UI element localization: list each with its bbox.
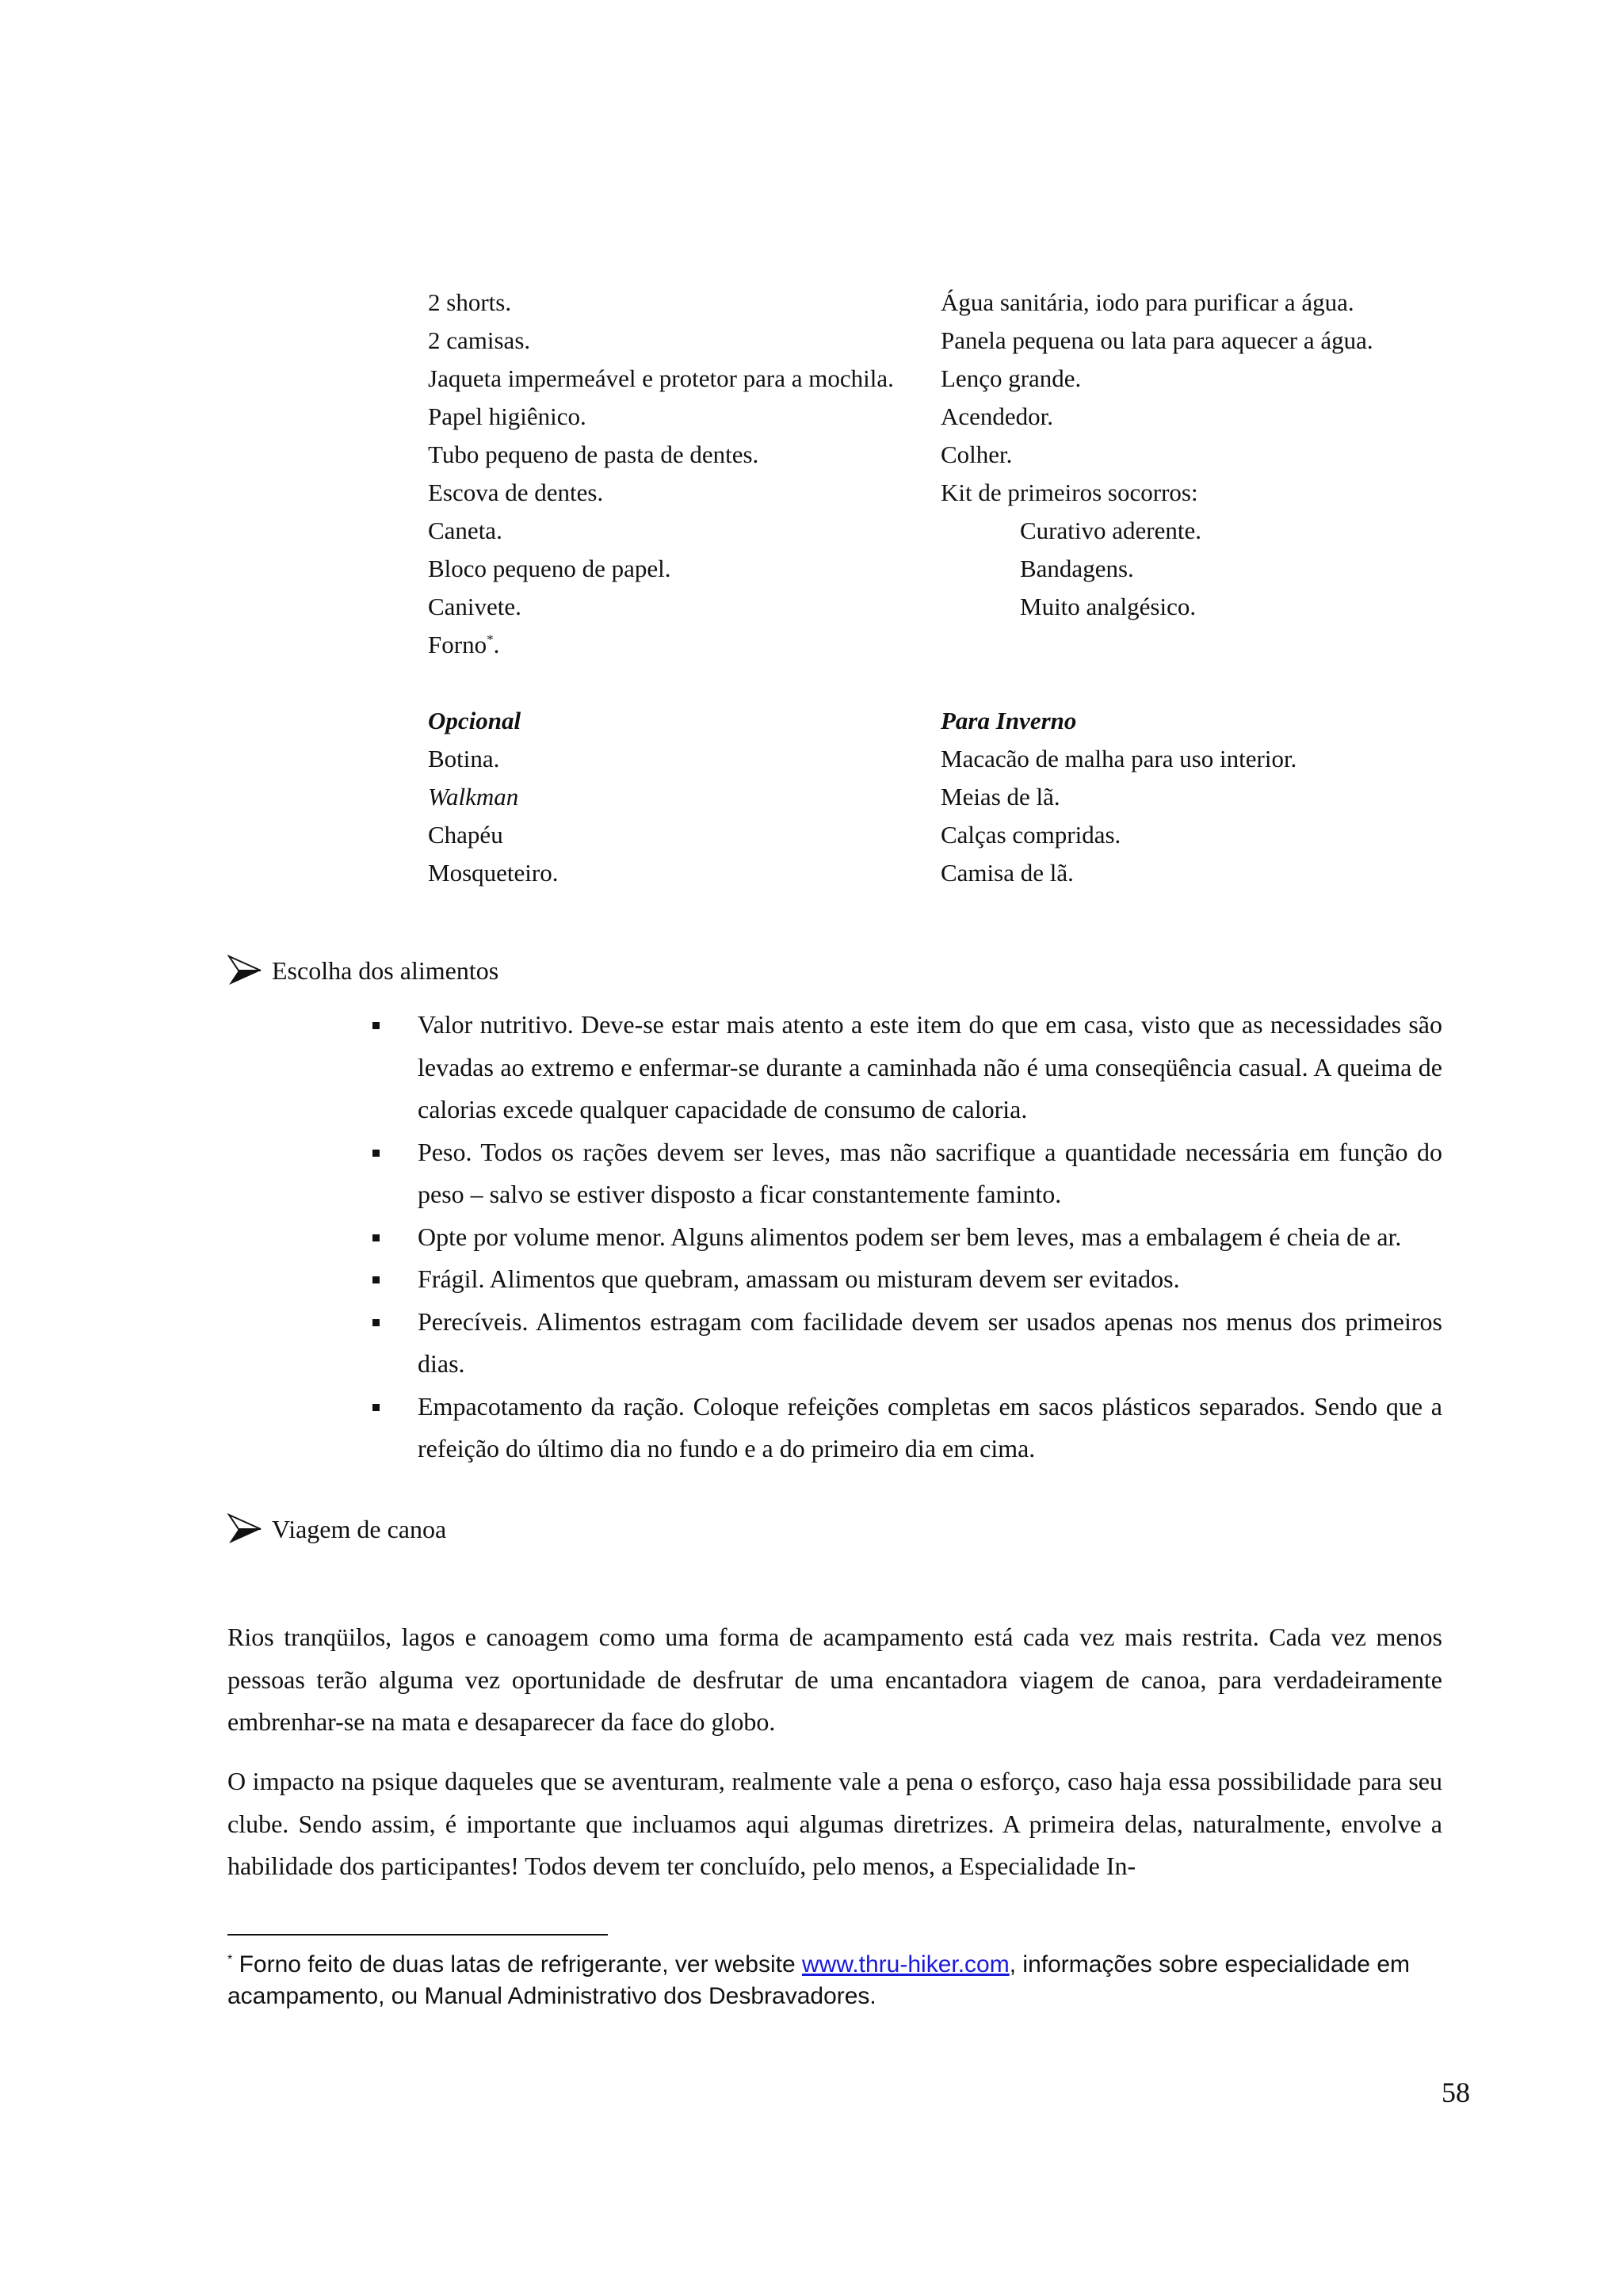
list-item: Camisa de lã.: [941, 859, 1074, 887]
bullet-text: Perecíveis. Alimentos estragam com facilidade devem ser usados apenas nos menus dos primeiros dias.: [418, 1306, 1442, 1378]
bullet-text: Valor nutritivo. Deve-se estar mais atento a este item do que em casa, visto que as necessidades são levadas ao extremo e enfermar-se durante a caminhada não é uma conseqüência casual. A queima de calorias excede qualquer capacidade de consumo de caloria.: [418, 1010, 1442, 1123]
equipment-list-right: [941, 284, 1448, 626]
footnote-separator: [227, 1934, 608, 1936]
list-item: 2 camisas.: [428, 326, 531, 354]
list-item: Água sanitária, iodo para purificar a água.: [941, 288, 1354, 316]
list-item: Walkman: [428, 783, 519, 810]
list-item-label: Forno: [428, 631, 487, 658]
first-aid-item: Muito analgésico.: [1020, 593, 1197, 620]
list-item: Mosqueteiro.: [428, 859, 559, 887]
optional-list: [428, 702, 919, 892]
list-item: Lenço grande.: [941, 364, 1082, 392]
footnote-text: Forno feito de duas latas de refrigerante, ver website: [239, 1951, 796, 1978]
list-item: Escova de dentes.: [428, 479, 604, 506]
section-heading-label: Viagem de canoa: [272, 1514, 447, 1543]
list-item: Tubo pequeno de pasta de dentes.: [428, 441, 759, 468]
footnote-mark: *: [227, 1953, 233, 1966]
list-item: Jaqueta impermeável e protetor para a mochila.: [428, 364, 894, 392]
list-item: Kit de primeiros socorros:: [941, 479, 1198, 506]
list-item: Acendedor.: [941, 402, 1054, 430]
winter-list: [941, 702, 1448, 892]
equipment-list-left: [428, 284, 919, 664]
list-item: Chapéu: [428, 821, 503, 849]
food-bullet-list: [372, 1004, 1442, 1470]
paragraph: O impacto na psique daqueles que se aventuram, realmente vale a pena o esforço, caso haja essa possibilidade para seu clube. Sendo assim, é importante que incluamos aqui algumas diretrizes. A primeira delas, naturalmente, envolve a habilidade dos participantes! Todos devem ter concluído, pelo menos, a Especialidade In-: [227, 1767, 1442, 1880]
bullet-text: Opte por volume menor. Alguns alimentos podem ser bem leves, mas a embalagem é cheia de ar.: [418, 1222, 1402, 1251]
square-bullet-icon: [372, 1234, 380, 1241]
square-bullet-icon: [372, 1022, 380, 1029]
section-heading-canoe: [227, 1505, 446, 1553]
list-item: Bloco pequeno de papel.: [428, 555, 671, 582]
page-number: 58: [1442, 2077, 1470, 2108]
section-heading-food: [227, 947, 498, 994]
list-item: [372, 1004, 1442, 1131]
list-item-forno: Forno*.: [428, 631, 500, 658]
optional-heading: Opcional: [428, 707, 521, 734]
list-item: Papel higiênico.: [428, 402, 586, 430]
first-aid-item: Bandagens.: [1020, 555, 1134, 582]
list-item: 2 shorts.: [428, 288, 512, 316]
list-item: [372, 1216, 1442, 1259]
list-item: [372, 1131, 1442, 1216]
footnote: [227, 1949, 1442, 2012]
bullet-text: Frágil. Alimentos que quebram, amassam ou misturam devem ser evitados.: [418, 1264, 1180, 1293]
footnote-reference[interactable]: *: [487, 631, 494, 647]
list-item: Canivete.: [428, 593, 521, 620]
section-heading-label: Escolha dos alimentos: [272, 955, 499, 985]
square-bullet-icon: [372, 1150, 380, 1157]
arrow-bullet-icon: [227, 953, 262, 988]
list-item: Caneta.: [428, 517, 502, 544]
list-item: Panela pequena ou lata para aquecer a água.: [941, 326, 1373, 354]
bullet-text: Empacotamento da ração. Coloque refeições completas em sacos plásticos separados. Sendo que a refeição do último dia no fundo e a do primeiro dia em cima.: [418, 1391, 1442, 1463]
bullet-text: Peso. Todos os rações devem ser leves, mas não sacrifique a quantidade necessária em função do peso – salvo se estiver disposto a ficar constantemente faminto.: [418, 1137, 1442, 1208]
arrow-bullet-icon: [227, 1512, 262, 1547]
square-bullet-icon: [372, 1404, 380, 1411]
footnote-text-after: , informações sobre especialidade em acampamento, ou Manual Administrativo dos Desbravadores.: [227, 1951, 1411, 2009]
list-item: Calças compridas.: [941, 821, 1121, 849]
list-item: [372, 1301, 1442, 1386]
winter-heading: Para Inverno: [941, 707, 1077, 734]
list-item: Botina.: [428, 745, 500, 772]
list-item: Meias de lã.: [941, 783, 1060, 810]
square-bullet-icon: [372, 1276, 380, 1283]
square-bullet-icon: [372, 1319, 380, 1326]
first-aid-item: Curativo aderente.: [1020, 517, 1201, 544]
list-item: [372, 1258, 1442, 1301]
list-item: [372, 1386, 1442, 1470]
paragraph: Rios tranqüilos, lagos e canoagem como uma forma de acampamento está cada vez mais restrita. Cada vez menos pessoas terão alguma vez oportunidade de desfrutar de uma encantadora viagem de canoa, para verdadeiramente embrenhar-se na mata e desaparecer da face do globo.: [227, 1623, 1442, 1736]
footnote-link[interactable]: www.thru-hiker.com: [801, 1951, 1010, 1978]
list-item: Macacão de malha para uso interior.: [941, 745, 1297, 772]
list-item: Colher.: [941, 441, 1013, 468]
